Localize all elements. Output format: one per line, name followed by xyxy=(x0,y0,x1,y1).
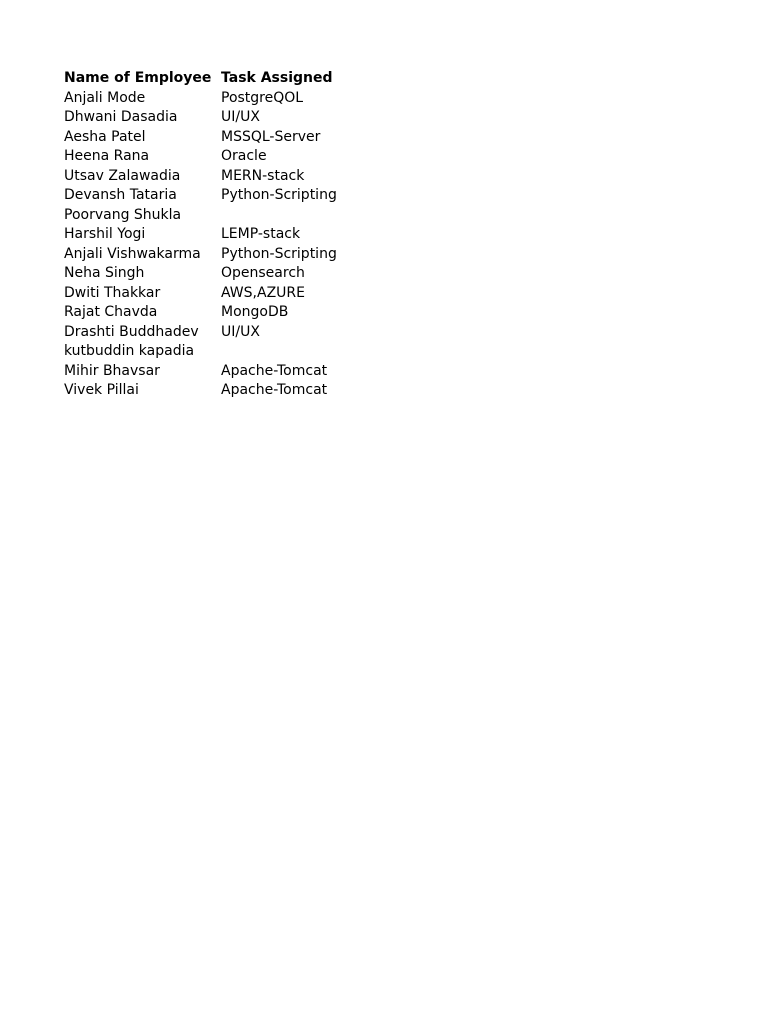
task-cell: LEMP-stack xyxy=(221,226,301,242)
task-cell: MSSQL-Server xyxy=(221,128,321,145)
task-cell: AWS,AZURE xyxy=(221,284,305,301)
task-cell: UI/UX xyxy=(221,323,260,340)
table-row xyxy=(64,147,361,167)
table-row xyxy=(64,342,361,362)
header-name-of-employee: Name of Employee xyxy=(64,70,212,86)
employee-name-cell: Anjali Mode xyxy=(64,89,146,106)
employee-name-cell: Devansh Tataria xyxy=(64,187,177,203)
employee-task-table xyxy=(64,69,361,401)
task-cell: UI/UX xyxy=(221,109,260,125)
employee-name-cell: Dwiti Thakkar xyxy=(64,284,161,301)
employee-name-cell: Mihir Bhavsar xyxy=(64,362,160,379)
task-cell: MERN-stack xyxy=(221,167,305,184)
employee-name-cell: Poorvang Shukla xyxy=(64,206,182,223)
table-row xyxy=(64,89,361,109)
table-row xyxy=(64,206,361,226)
table-header-row xyxy=(64,69,361,89)
task-cell: PostgreQOL xyxy=(221,89,304,106)
employee-name-cell: kutbuddin kapadia xyxy=(64,343,195,359)
task-cell: Python-Scripting xyxy=(221,245,337,262)
table-row xyxy=(64,167,361,187)
employee-name-cell: Anjali Vishwakarma xyxy=(64,245,201,262)
employee-name-cell: Harshil Yogi xyxy=(64,226,146,242)
employee-name-cell: Aesha Patel xyxy=(64,128,146,145)
task-cell: Python-Scripting xyxy=(221,187,337,203)
table-row xyxy=(64,225,361,245)
task-cell xyxy=(221,206,361,226)
table-row xyxy=(64,128,361,148)
employee-name-cell: Dhwani Dasadia xyxy=(64,109,178,125)
task-cell: MongoDB xyxy=(221,304,289,320)
table-row xyxy=(64,245,361,265)
task-cell xyxy=(221,342,361,362)
employee-name-cell: Rajat Chavda xyxy=(64,304,158,320)
employee-task-sheet xyxy=(64,69,361,401)
employee-name-cell: Vivek Pillai xyxy=(64,382,139,398)
table-row xyxy=(64,186,361,206)
table-row xyxy=(64,284,361,304)
table-row xyxy=(64,323,361,343)
header-task-assigned: Task Assigned xyxy=(221,70,333,86)
task-cell: Oracle xyxy=(221,148,267,164)
table-row xyxy=(64,108,361,128)
employee-name-cell: Utsav Zalawadia xyxy=(64,167,181,184)
task-cell: Opensearch xyxy=(221,265,305,281)
employee-name-cell: Drashti Buddhadev xyxy=(64,323,199,340)
task-cell: Apache-Tomcat xyxy=(221,382,328,398)
table-row xyxy=(64,381,361,401)
table-row xyxy=(64,303,361,323)
table-row xyxy=(64,264,361,284)
employee-name-cell: Neha Singh xyxy=(64,265,145,281)
table-row xyxy=(64,362,361,382)
employee-name-cell: Heena Rana xyxy=(64,148,150,164)
task-cell: Apache-Tomcat xyxy=(221,362,328,379)
